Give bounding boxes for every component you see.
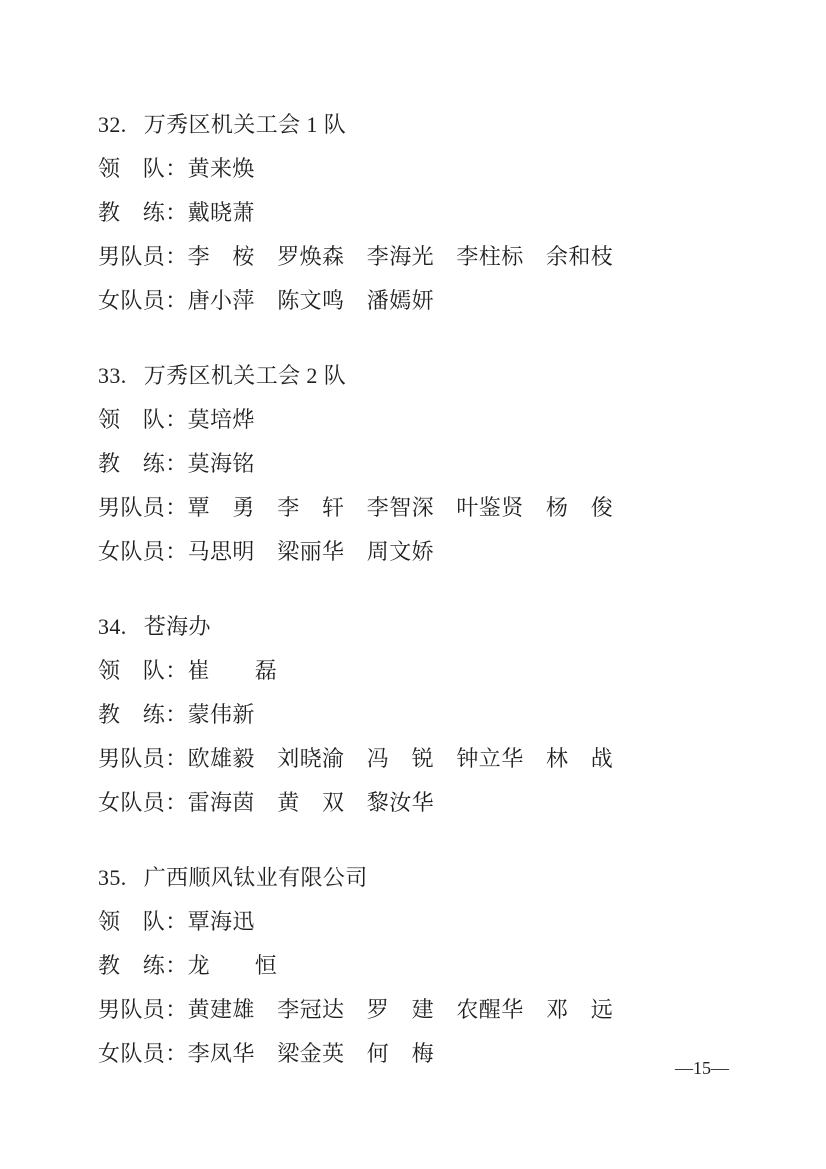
- female-players-line: [98, 279, 748, 323]
- female-players-names: 李凤华 梁金英 何 梅: [187, 1041, 435, 1066]
- coach-label: 教 练：: [98, 200, 188, 225]
- leader-name: 崔 磊: [187, 658, 278, 683]
- male-players-line: [98, 988, 748, 1032]
- team-title-line: [98, 605, 748, 649]
- male-players-line: [98, 486, 748, 530]
- male-players-line: [98, 235, 748, 279]
- team-list: [98, 103, 748, 1076]
- leader-line: [98, 398, 748, 442]
- coach-line: [98, 191, 748, 235]
- female-players-line: [98, 1032, 748, 1076]
- female-players-label: 女队员：: [98, 790, 188, 815]
- male-players-names: 覃 勇 李 轩 李智深 叶鉴贤 杨 俊: [187, 495, 614, 520]
- female-players-names: 雷海茵 黄 双 黎汝华: [187, 790, 435, 815]
- leader-label: 领 队：: [98, 658, 188, 683]
- team-title-line: [98, 354, 748, 398]
- leader-label: 领 队：: [98, 156, 188, 181]
- leader-label: 领 队：: [98, 407, 188, 432]
- page-number: —15—: [675, 1058, 729, 1078]
- team-name: 万秀区机关工会 2 队: [143, 363, 347, 388]
- coach-name: 龙 恒: [187, 953, 278, 978]
- coach-label: 教 练：: [98, 702, 188, 727]
- coach-name: 戴晓萧: [187, 200, 255, 225]
- male-players-names: 黄建雄 李冠达 罗 建 农醒华 邓 远: [187, 997, 614, 1022]
- leader-line: [98, 900, 748, 944]
- leader-name: 莫培烨: [187, 407, 255, 432]
- male-players-names: 欧雄毅 刘晓渝 冯 锐 钟立华 林 战: [187, 746, 614, 771]
- male-players-line: [98, 737, 748, 781]
- male-players-label: 男队员：: [98, 746, 188, 771]
- team-number: 32.: [98, 112, 127, 137]
- female-players-label: 女队员：: [98, 288, 188, 313]
- team-name: 苍海办: [143, 614, 211, 639]
- coach-line: [98, 944, 748, 988]
- team-title-line: [98, 103, 748, 147]
- female-players-line: [98, 781, 748, 825]
- team-section-33: [98, 354, 748, 574]
- leader-line: [98, 649, 748, 693]
- female-players-names: 马思明 梁丽华 周文娇: [187, 539, 435, 564]
- coach-name: 莫海铭: [187, 451, 255, 476]
- team-number: 34.: [98, 614, 127, 639]
- team-section-32: [98, 103, 748, 323]
- coach-line: [98, 693, 748, 737]
- coach-label: 教 练：: [98, 451, 188, 476]
- team-title-line: [98, 856, 748, 900]
- team-number: 35.: [98, 865, 127, 890]
- female-players-label: 女队员：: [98, 1041, 188, 1066]
- coach-label: 教 练：: [98, 953, 188, 978]
- team-section-35: [98, 856, 748, 1076]
- male-players-label: 男队员：: [98, 997, 188, 1022]
- leader-name: 黄来焕: [187, 156, 255, 181]
- team-name: 万秀区机关工会 1 队: [143, 112, 347, 137]
- coach-name: 蒙伟新: [187, 702, 255, 727]
- leader-name: 覃海迅: [187, 909, 255, 934]
- leader-label: 领 队：: [98, 909, 188, 934]
- female-players-label: 女队员：: [98, 539, 188, 564]
- female-players-line: [98, 530, 748, 574]
- leader-line: [98, 147, 748, 191]
- coach-line: [98, 442, 748, 486]
- team-name: 广西顺风钛业有限公司: [143, 865, 368, 890]
- male-players-label: 男队员：: [98, 495, 188, 520]
- male-players-label: 男队员：: [98, 244, 188, 269]
- male-players-names: 李 桉 罗焕森 李海光 李柱标 余和枝: [187, 244, 614, 269]
- female-players-names: 唐小萍 陈文鸣 潘嫣妍: [187, 288, 435, 313]
- team-section-34: [98, 605, 748, 825]
- team-number: 33.: [98, 363, 127, 388]
